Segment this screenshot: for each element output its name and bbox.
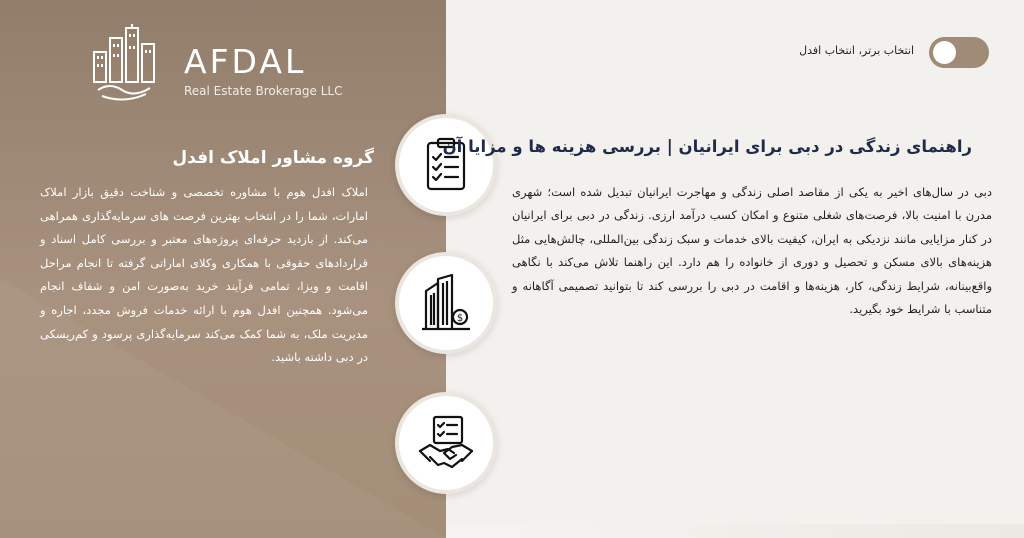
logo-buildings-icon (88, 24, 160, 104)
buildings-icon (416, 273, 476, 333)
theme-toggle[interactable] (929, 37, 989, 68)
buildings-circle (395, 252, 497, 354)
svg-text:$: $ (456, 313, 464, 324)
brand-name: AFDAL (184, 42, 307, 81)
article-paragraph: دبی در سال‌های اخیر به یکی از مقاصد اصلی زندگی و مهاجرت ایرانیان تبدیل شده است؛ شهری مدرن با امنیت بالا، فرصت‌های شغلی متنوع و امکان کسب درآمد ارزی. زندگی در دبی برای ایرانیان در کنار مزایایی مانند نزدیکی به ایران، کیفیت بالای خدمات و سبک زندگی بین‌المللی، چالش‌هایی مثل هزینه‌های بالای مسکن و تحصیل و دوری از خانواده را هم دارد. این راهنما تلاش می‌کند با نگاهی واقع‌بینانه، شرایط زندگی، کار، هزینه‌ها و اقامت در دبی را بررسی کند تا بتوانید تصمیمی آگاهانه و متناسب با شرایط خود بگیرید. (512, 185, 992, 317)
toggle-knob[interactable] (933, 41, 956, 64)
brand-logo[interactable] (88, 24, 388, 104)
handshake-circle (395, 392, 497, 494)
article-title: راهنمای زندگی در دبی برای ایرانیان | بررسی هزینه ها و مزایا آن (442, 137, 972, 156)
left-panel (0, 0, 446, 538)
handshake-contract-icon (416, 413, 476, 473)
brand-subtitle: Real Estate Brokerage LLC (184, 84, 343, 98)
toggle-label: انتخاب برتر، انتخاب افدل (799, 44, 914, 57)
checklist-circle (395, 114, 497, 216)
left-heading: گروه مشاور املاک افدل (172, 148, 374, 168)
left-paragraph: املاک افدل هوم با مشاوره تخصصی و شناخت دقیق بازار املاک امارات، شما را در انتخاب بهترین فرصت های سرمایه‌گذاری همراهی می‌کند. از بازدید حرفه‌ای پروژه‌های معتبر و بررسی کامل اسناد و قراردادهای حقوقی با همکاری وکلای اماراتی گرفته تا انجام مراحل اقامت و ویزا، تمامی فرآیند خرید به‌صورت امن و شفاف انجام می‌شود. همچنین افدل هوم با ارائه خدمات فروش مجدد، اجاره و مدیریت ملک، به شما کمک می‌کند سرمایه‌گذاری پرسود و کم‌ریسکی در دبی داشته باشید. (40, 185, 368, 365)
bottom-bar (446, 524, 1024, 538)
